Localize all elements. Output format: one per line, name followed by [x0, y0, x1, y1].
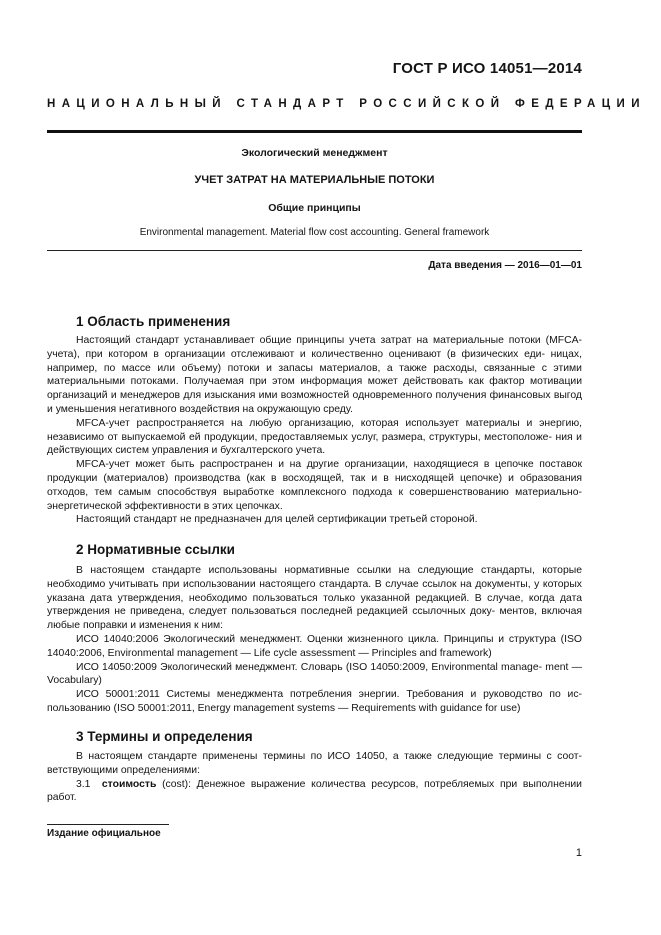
term-entry: [47, 778, 582, 806]
section-2-heading: 2 Нормативные ссылки: [76, 542, 235, 557]
reference-item: ИСО 14050:2009 Экологический менеджмент. Словарь (ISO 14050:2009, Environmental manage- ment — Vocabulary): [47, 661, 582, 687]
english-title: Environmental management. Material flow cost accounting. General framework: [139, 227, 490, 238]
reference-item: ИСО 14040:2006 Экологический менеджмент. Оценки жизненного цикла. Принципы и структура (ISO 14040:2006, Environmental management — Life cycle assessment — Principles and framework): [47, 633, 582, 659]
section-3-body: [47, 750, 582, 805]
paragraph: В настоящем стандарте применены термины по ИСО 14050, а также следующие термины с соот- ветствующими определениями:: [47, 751, 582, 776]
subject-line: Экологический менеджмент: [241, 147, 388, 159]
introduction-date: Дата введения — 2016—01—01: [428, 260, 582, 271]
reference-item: ИСО 50001:2011 Системы менеджмента потребления энергии. Требования и руководство по ис- пользованию (ISO 50001:2011, Energy management systems — Requirements with guidance for use): [47, 689, 582, 714]
section-2-body: [47, 564, 582, 716]
section-1-body: [47, 334, 582, 527]
document-subtitle: Общие принципы: [268, 202, 361, 214]
section-3-heading: 3 Термины и определения: [76, 729, 253, 744]
footer-rule: [47, 824, 169, 825]
page-number: 1: [575, 847, 582, 859]
header-rule: [47, 130, 582, 133]
term-name: стоимость: [101, 778, 157, 790]
official-edition-label: Издание официальное: [47, 828, 161, 839]
standard-number: ГОСТ Р ИСО 14051—2014: [392, 60, 582, 77]
section-1-heading: 1 Область применения: [76, 314, 231, 329]
paragraph: Настоящий стандарт устанавливает общие принципы учета затрат на материальные потоки (MFCA-учета), при котором в организации отслеживают и количественно оценивают (в физических еди- ницах, например, по массе или объему) потоки и запасы материалов, а также расходы, связанные с этими материальными потоками. Получаемая при этом информация может действовать как фактор мотивации организаций и менеджеров для изыскания ими возможностей одновременного получения финансовых выгод и уменьшения негативного воздействия на окружающую среду.: [47, 335, 582, 415]
paragraph: MFCA-учет распространяется на любую организацию, которая использует материалы и энергию, независимо от выпускаемой ей продукции, предоставляемых услуг, размера, структуры, местоположе- ния и действующих систем управления и бухгалтерского учета.: [47, 417, 582, 457]
term-definition: (cost): Денежное выражение количества ресурсов, потребляемых при выполнении работ.: [47, 778, 582, 804]
national-standard-banner: НАЦИОНАЛЬНЫЙ СТАНДАРТ РОССИЙСКОЙ ФЕДЕРАЦИИ: [47, 98, 646, 110]
term-number: 3.1: [76, 778, 91, 790]
paragraph: MFCA-учет может быть распространен и на другие организации, находящиеся в цепочке поставок продукции (материалов) производства (как в восходящей, так и в нисходящей цепочке) и образования отходов, тем самым способствуя выработке комплексного подхода к совершенствованию материально- энергетической эффективности в этих цепочках.: [47, 459, 582, 512]
document-title: УЧЕТ ЗАТРАТ НА МАТЕРИАЛЬНЫЕ ПОТОКИ: [194, 174, 435, 186]
paragraph: В настоящем стандарте использованы нормативные ссылки на следующие стандарты, которые необходимо учитывать при использовании настоящего стандарта. В случае ссылок на документы, у которых указана дата утверждения, необходимо пользоваться только указанной редакцией. В случае, когда дата утверждения не приведена, следует пользоваться последней редакцией ссылочных доку- ментов, включая любые поправки и изменения к ним:: [47, 565, 582, 632]
paragraph: Настоящий стандарт не предназначен для целей сертификации третьей стороной.: [76, 514, 478, 526]
title-rule: [47, 250, 582, 251]
